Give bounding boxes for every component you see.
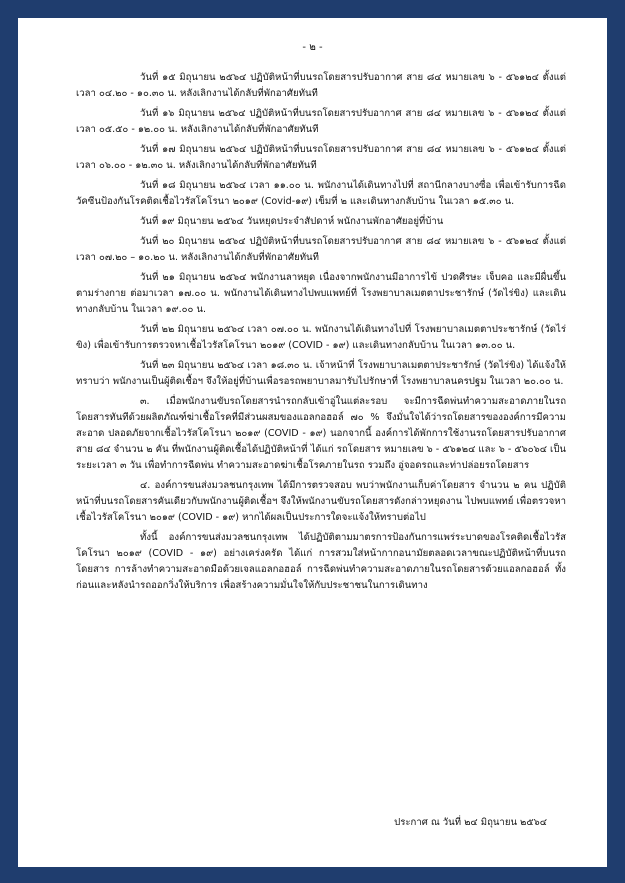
announcement-date: ประกาศ ณ วันที่ ๒๔ มิถุนายน ๒๕๖๔	[394, 817, 547, 828]
paragraph-item-4: ๔. องค์การขนส่งมวลชนกรุงเทพ ได้มีการตรวจสอบ พบว่าพนักงานเก็บค่าโดยสาร จำนวน ๒ คน ปฏิบัติหน้าที่บนรถโดยสารคันเดียวกับพนักงานผู้ติดเชื้อฯ จึงให้พนักงานขับรถโดยสารดังกล่าวหยุดงาน ไปพบแพทย์ เพื่อตรวจหาเชื้อไวรัสโคโรนา ๒๐๑๙ (COVID - ๑๙) หากได้ผลเป็นประการใดจะแจ้งให้ทราบต่อไป	[76, 480, 566, 523]
paragraph-jun18: วันที่ ๑๘ มิถุนายน ๒๕๖๔ เวลา ๑๑.๐๐ น. พนักงานได้เดินทางไปที่ สถานีกลางบางซื่อ เพื่อเข้ารับการฉีดวัคซีนป้องกันโรคติดเชื้อไวรัสโคโรนา ๒๐๑๙ (Covid-๑๙) เข็มที่ ๒ และเดินทางกลับบ้าน ในเวลา ๑๕.๓๐ น.	[76, 180, 566, 207]
paragraph-jun20: วันที่ ๒๐ มิถุนายน ๒๕๖๔ ปฏิบัติหน้าที่บนรถโดยสารปรับอากาศ สาย ๘๔ หมายเลข ๖ - ๕๖๑๒๔ ตั้งแต่เวลา ๐๗.๒๐ – ๑๐.๒๐ น. หลังเลิกงานได้กลับที่พักอาศัยทันที	[76, 236, 566, 263]
document-page	[18, 18, 607, 867]
page-number: - ๒ -	[302, 42, 323, 53]
paragraph-jun15: วันที่ ๑๕ มิถุนายน ๒๕๖๔ ปฏิบัติหน้าที่บนรถโดยสารปรับอากาศ สาย ๘๔ หมายเลข ๖ - ๕๖๑๒๔ ตั้งแต่เวลา ๐๔.๒๐ - ๑๐.๓๐ น. หลังเลิกงานได้กลับที่พักอาศัยทันที	[76, 72, 566, 99]
paragraph-jun19: วันที่ ๑๙ มิถุนายน ๒๕๖๔ วันหยุดประจำสัปดาห์ พนักงานพักอาศัยอยู่ที่บ้าน	[140, 216, 444, 227]
paragraph-jun16: วันที่ ๑๖ มิถุนายน ๒๕๖๔ ปฏิบัติหน้าที่บนรถโดยสารปรับอากาศ สาย ๘๔ หมายเลข ๖ - ๕๖๑๒๔ ตั้งแต่เวลา ๐๕.๕๐ - ๑๒.๐๐ น. หลังเลิกงานได้กลับที่พักอาศัยทันที	[76, 108, 566, 135]
paragraph-jun23: วันที่ ๒๓ มิถุนายน ๒๕๖๔ เวลา ๑๘.๓๐ น. เจ้าหน้าที่ โรงพยาบาลเมตตาประชารักษ์ (วัดไร่ขิง) ได้แจ้งให้ทราบว่า พนักงานเป็นผู้ติดเชื้อฯ จึงให้อยู่ที่บ้านเพื่อรอรถพยาบาลมารับไปรักษาที่ โรงพยาบาลนครปฐม ในเวลา ๒๐.๐๐ น.	[76, 360, 566, 387]
document-body	[76, 70, 566, 598]
paragraph-item-3: ๓. เมื่อพนักงานขับรถโดยสารนำรถกลับเข้าอู่ในแต่ละรอบ จะมีการฉีดพ่นทำความสะอาดภายในรถโดยสารทันทีด้วยผลิตภัณฑ์ฆ่าเชื้อโรคที่มีส่วนผสมของแอลกอฮอล์ ๗๐ % จึงมั่นใจได้ว่ารถโดยสารขององค์การมีความสะอาด ปลอดภัยจากเชื้อไวรัสโคโรนา ๒๐๑๙ (COVID - ๑๙) นอกจากนี้ องค์การได้พักการใช้งานรถโดยสารปรับอากาศ สาย ๘๔ จำนวน ๒ คัน ที่พนักงานผู้ติดเชื้อได้ปฏิบัติหน้าที่ ได้แก่ รถโดยสาร หมายเลข ๖ - ๕๖๑๒๔ และ ๖ - ๕๖๐๖๔ เป็นระยะเวลา ๓ วัน เพื่อทำการฉีดพ่น ทำความสะอาดฆ่าเชื้อโรคภายในรถ รวมถึง อู่จอดรถและท่าปล่อยรถโดยสาร	[76, 396, 566, 471]
paragraph-summary: ทั้งนี้ องค์การขนส่งมวลชนกรุงเทพ ได้ปฏิบัติตามมาตรการป้องกันการแพร่ระบาดของโรคติดเชื้อไวรัสโคโรนา ๒๐๑๙ (COVID - ๑๙) อย่างเคร่งครัด ได้แก่ การสวมใส่หน้ากากอนามัยตลอดเวลาขณะปฏิบัติหน้าที่บนรถโดยสาร การล้างทำความสะอาดมือด้วยเจลแอลกอฮอล์ การฉีดพ่นทำความสะอาดภายในรถโดยสารด้วยแอลกอฮอล์ ทั้งก่อนและหลังนำรถออกวิ่งให้บริการ เพื่อสร้างความมั่นใจให้กับประชาชนในการเดินทาง	[76, 532, 566, 591]
paragraph-jun17: วันที่ ๑๗ มิถุนายน ๒๕๖๔ ปฏิบัติหน้าที่บนรถโดยสารปรับอากาศ สาย ๘๔ หมายเลข ๖ - ๕๖๑๒๔ ตั้งแต่เวลา ๐๖.๐๐ - ๑๒.๓๐ น. หลังเลิกงานได้กลับที่พักอาศัยทันที	[76, 144, 566, 171]
paragraph-jun21: วันที่ ๒๑ มิถุนายน ๒๕๖๔ พนักงานลาหยุด เนื่องจากพนักงานมีอาการไข้ ปวดศีรษะ เจ็บคอ และมีผื่นขึ้นตามร่างกาย ต่อมาเวลา ๑๗.๐๐ น. พนักงานได้เดินทางไปพบแพทย์ที่ โรงพยาบาลเมตตาประชารักษ์ (วัดไร่ขิง) และเดินทางกลับบ้าน ในเวลา ๑๙.๐๐ น.	[76, 272, 566, 315]
paragraph-jun22: วันที่ ๒๒ มิถุนายน ๒๕๖๔ เวลา ๐๗.๐๐ น. พนักงานได้เดินทางไปที่ โรงพยาบาลเมตตาประชารักษ์ (วัดไร่ขิง) เพื่อเข้ารับการตรวจหาเชื้อไวรัสโคโรนา ๒๐๑๙ (COVID - ๑๙) และเดินทางกลับบ้าน ในเวลา ๑๓.๐๐ น.	[76, 324, 566, 351]
